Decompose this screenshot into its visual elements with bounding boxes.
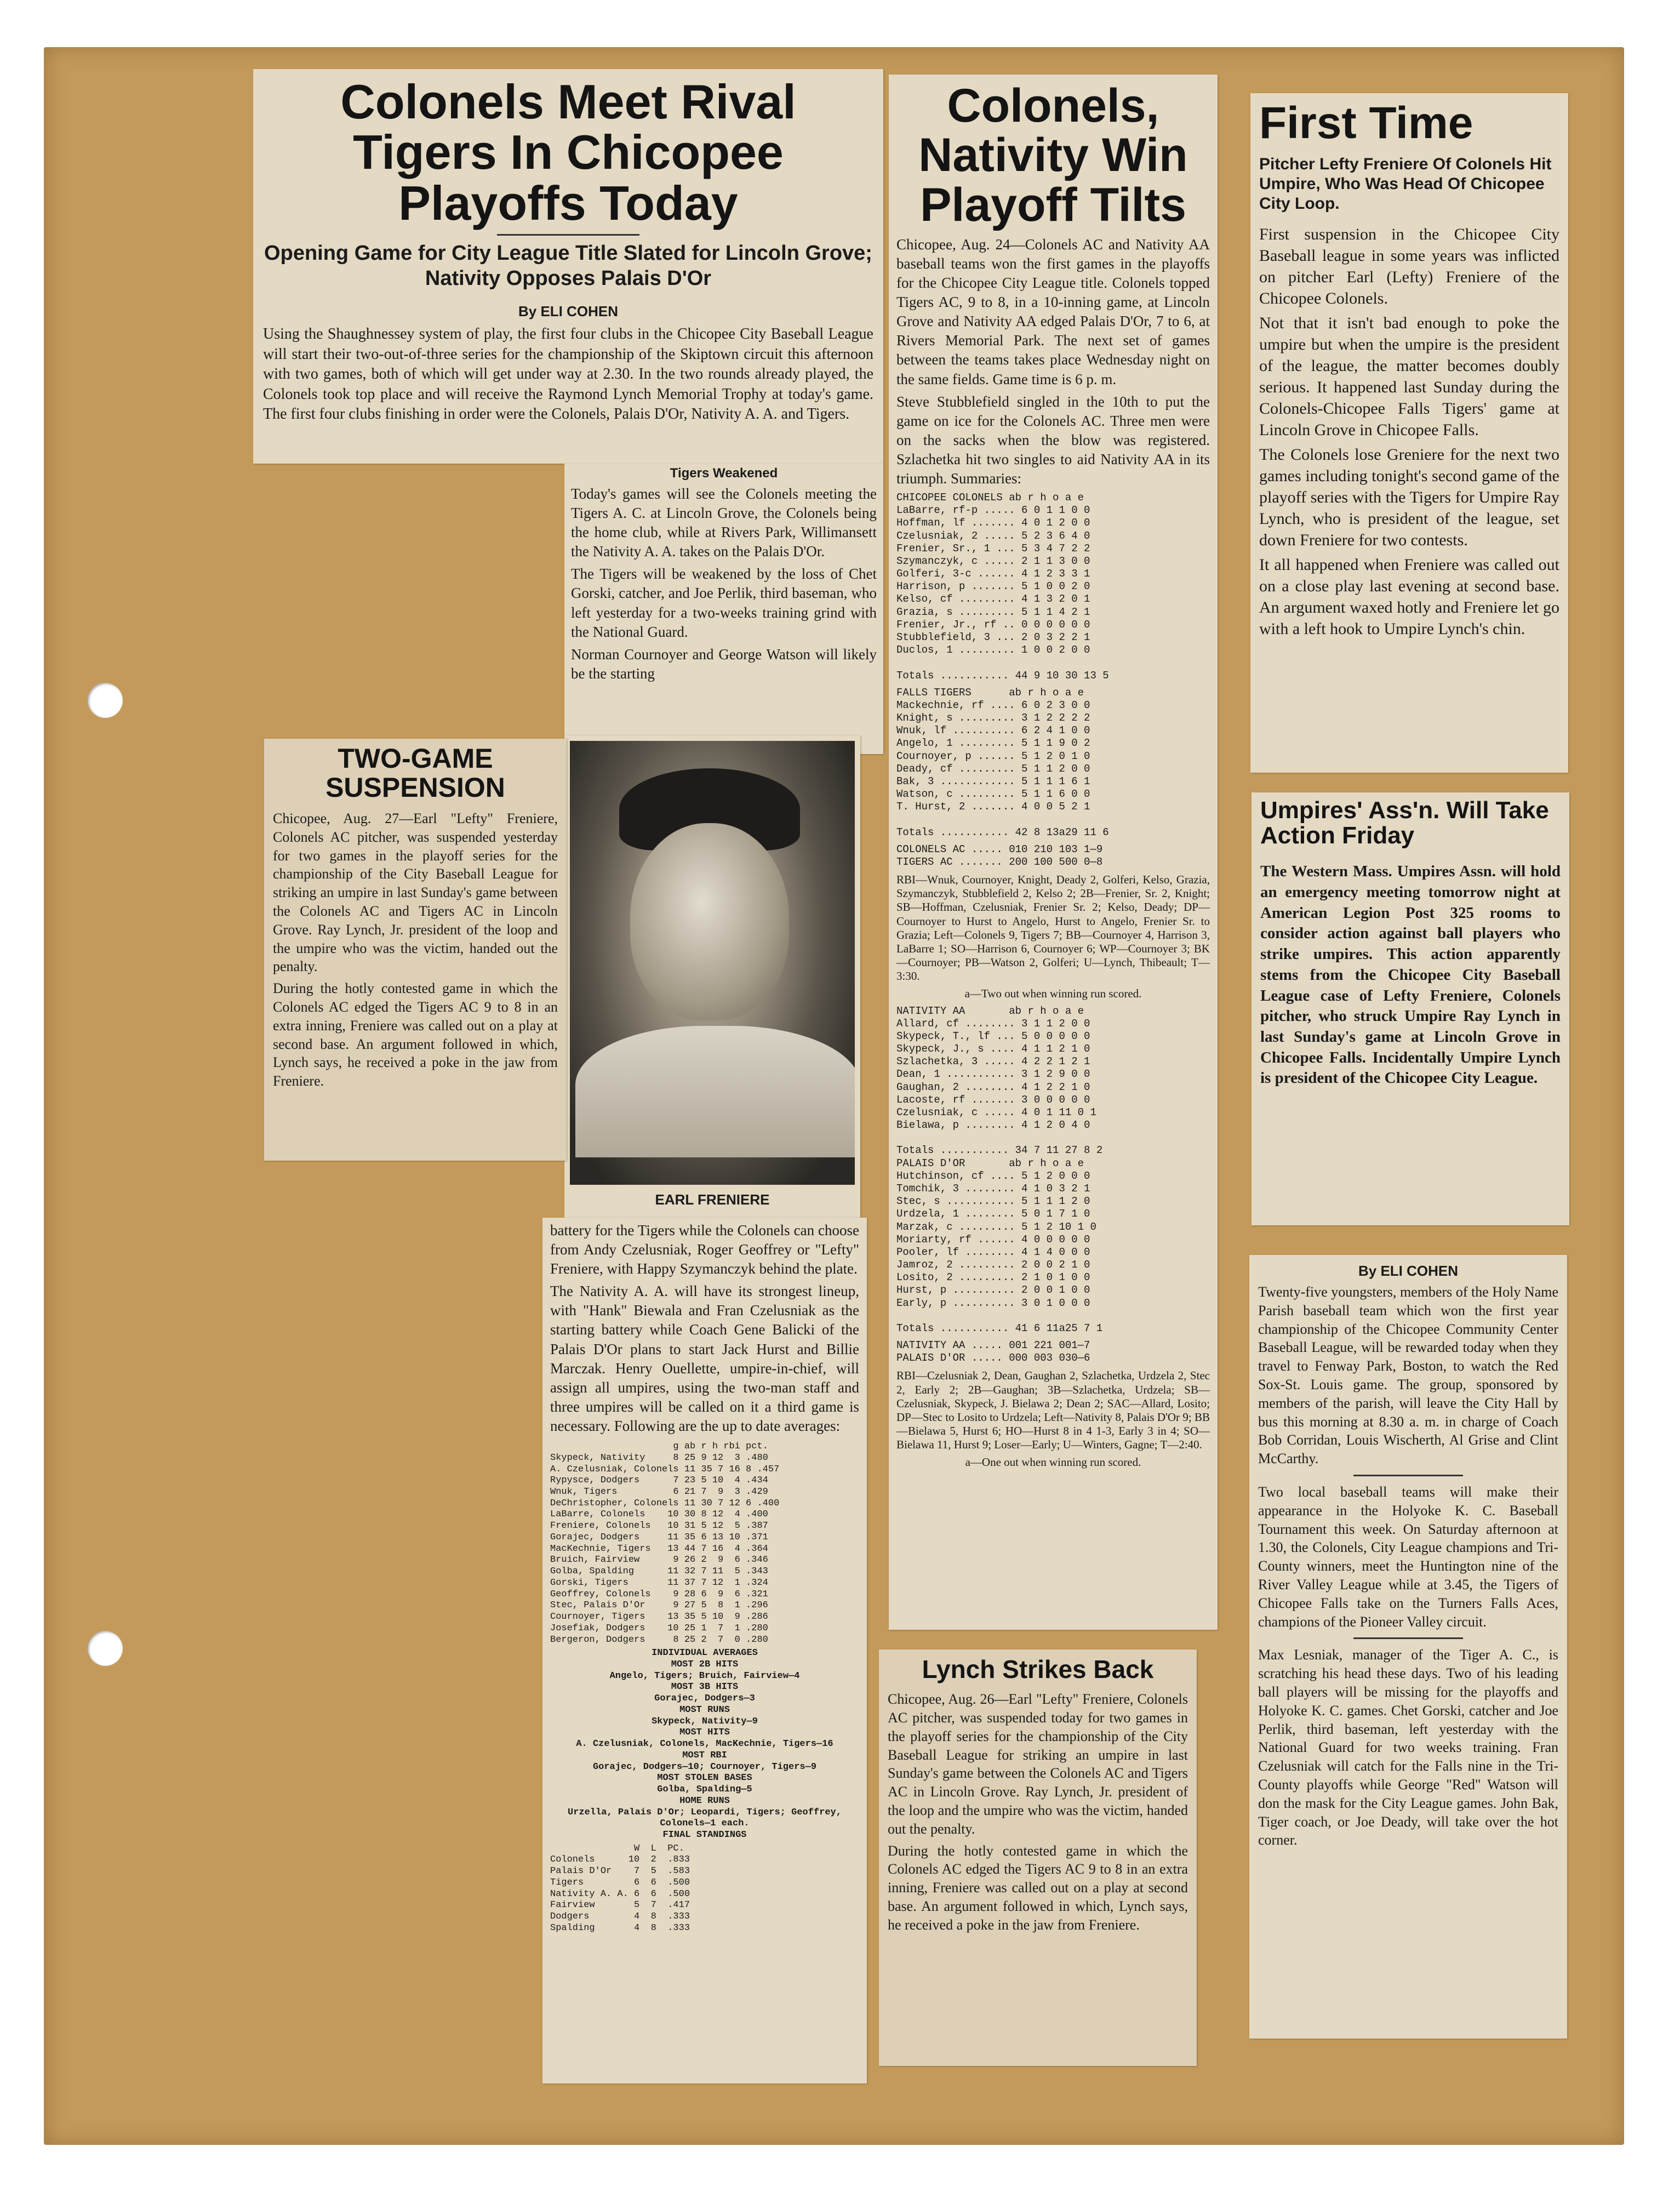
league-leaders: INDIVIDUAL AVERAGES MOST 2B HITS Angelo, Tigers; Bruich, Fairview—4 MOST 3B HITS Gorajec, Dodgers—3 MOST RUNS Skypeck, Nativity—9 MOST HITS A. Czelusniak, Colonels, MacKechnie, Tigers—16 MOST RBI Gorajec, Dodgers—10; Cournoyer, Tigers—9 MOST STOLEN BASES Golba, Spalding—5 HOME RUNS Urzella, Palais D'Or; Leopardi, Tigers; Geoffrey, Colonels—1 each. FINAL STANDINGS <box>568 1648 842 1840</box>
clipping-two-game-suspension <box>264 739 567 1161</box>
face-shape <box>630 823 789 1020</box>
clipping-eli-cohen-column <box>1249 1255 1567 2039</box>
article-paragraph: Two local baseball teams will make their appearance in the Holyoke K. C. Baseball Tournament this week. On Saturday afternoon at 1.30, the Colonels, City League champions and Tri-County winners, meet the Huntington nine of the River Valley League while at 3.45, the Tigers of Chicopee Falls take on the Turners Falls Aces, champions of the Pioneer Valley circuit. <box>1258 1483 1558 1630</box>
line-score-colonels-tigers: COLONELS AC ..... 010 210 103 1—9 TIGERS AC ....... 200 100 500 0—8 <box>896 843 1103 868</box>
subhead: Opening Game for City League Title Slated for Lincoln Grove; Nativity Opposes Palais D'Or <box>264 242 872 290</box>
game-note: a—Two out when winning run scored. <box>964 986 1142 1000</box>
shoulders-shape <box>575 1026 855 1157</box>
article-paragraph: During the hotly contested game in which the Colonels AC edged the Tigers AC 9 to 8 in an extra inning, Freniere was called out on a play at second base. An argument followed in which, Lynch says, he received a poke in the jaw from Freniere. <box>273 980 558 1089</box>
article-paragraph: Using the Shaughnessey system of play, the first four clubs in the Chicopee City Baseball League will start their two-out-of-three series for the championship of the Skiptown circuit this afternoon with two games, both of which will get under way at 2.30. In the two rounds already played, the Colonels took top place and will receive the Raymond Lynch Memorial Trophy at today's game. The first four clubs finishing in order were the Colonels, Palais D'Or, Nativity A. A. and Tigers. <box>263 326 873 423</box>
article-paragraph: The Western Mass. Umpires Assn. will hold an emergency meeting tomorrow night at American Legion Post 325 rooms to consider action against ball players who strike umpires. This action apparently stems from the Chicopee City Baseball League case of Lefty Freniere, Colonels pitcher, who struck Umpire Ray Lynch in last Sunday's game at Lincoln Grove in Chicopee Falls. Incidentally Umpire Lynch is president of the Chicopee City League. <box>1260 863 1561 1087</box>
headline: TWO-GAME SUSPENSION <box>325 743 505 803</box>
article-paragraph: It all happened when Freniere was called out on a close play last evening at second base. An argument waxed hotly and Freniere let go with a left hook to Umpire Lynch's chin. <box>1259 556 1559 638</box>
article-paragraph: Chicopee, Aug. 26—Earl "Lefty" Freniere, Colonels AC pitcher, was suspended today for two games in the playoff series for the championship of the City Baseball League for striking an umpire in last Sunday's game between the Colonels AC and Tigers AC in Lincoln Grove. Ray Lynch, Jr. president of the loop and the umpire who was the victim, handed out the penalty. <box>888 1691 1188 1837</box>
article-paragraph: Chicopee, Aug. 27—Earl "Lefty" Freniere, Colonels AC pitcher, was suspended yesterday for two games in the playoff series for the championship of the City Baseball League for striking an umpire in last Sunday's game between the Colonels AC and Tigers AC in Lincoln Grove. Ray Lynch, Jr. president of the loop and the umpire who was the victim, handed out the penalty. <box>273 810 558 975</box>
final-standings-table: W L PC. Colonels 10 2 .833 Palais D'Or 7 5 .583 Tigers 6 6 .500 Nativity A. A. 6 6 .500 Fairview 5 7 .417 Dodgers 4 8 .333 Spalding 4 8 .333 <box>550 1843 690 1933</box>
photo-caption: EARL FRENIERE <box>655 1191 770 1208</box>
headline: First Time <box>1259 98 1473 148</box>
article-paragraph: First suspension in the Chicopee City Baseball league in some years was inflicted on pitcher Earl (Lefty) Freniere of the Chicopee Colonels. <box>1259 225 1559 308</box>
game-summary: RBI—Czelusniak 2, Dean, Gaughan 2, Szlachetka, Urdzela 2, Stec 2, Early 2; 2B—Gaughan; 3B—Szlachetka, Urdzela; SB—Czelusniak, Skypeck, J. Bielawa 2; Dean 2; SAC—Allard, Losito; DP—Stec to Losito to Urdzela; Left—Nativity 8, Palais D'Or 9; BB—Bielawa 5, Hurst 6; HO—Hurst 8 in 4 1-3, Early 3 in 4; SO—Bielawa 11, Hurst 9; Loser—Early; U—Winters, Gagne; T—2:40. <box>896 1369 1210 1452</box>
game-summary: RBI—Wnuk, Cournoyer, Knight, Deady 2, Golferi, Kelso, Grazia, Szymanczyk, Stubblefield 2, Kelso 2; 2B—Frenier, Sr. 2, Knight; SB—Hoffman, Czelusniak, Frenier Sr. 2; Kelso, Deady; DP—Cournoyer to Hurst to Angelo, Hurst to Angelo, Frenier Sr. to Grazia; Left—Colonels 9, Tigers 7; BB—Cournoyer 4, Harrison 3, LaBarre 1; SO—Harrison 6, Cournoyer 6; WP—Cournoyer 3; BK—Cournoyer; PB—Watson 2, Golferi; U—Lynch, Thibeault; T—3:30. <box>896 873 1210 983</box>
headline: Colonels Meet Rival Tigers In Chicopee Playoffs Today <box>340 75 796 230</box>
article-paragraph: Twenty-five youngsters, members of the Holy Name Parish baseball team which won the first year championship of the Chicopee Community Center Baseball League, will be rewarded today when they travel to Fenway Park, Boston, to watch the Red Sox-St. Louis game. The group, sponsored by members of the parish, will leave the City Hall by bus this morning at 8.30 a. m. in charge of Coach Bob Corridan, Louis Wischerth, Al Grise and Clint McCarthy. <box>1258 1284 1558 1467</box>
article-paragraph: The Colonels lose Greniere for the next two games including tonight's second game of the playoff series with the Tigers for Umpire Ray Lynch, who is president of the league, set down Freniere for two contests. <box>1259 446 1559 550</box>
article-paragraph: The Nativity A. A. will have its strongest lineup, with "Hank" Biewala and Fran Czelusniak as the starting battery while Coach Gene Balicki of the Palais D'Or plans to start Jack Hurst and Billie Marczak. Henry Ouellette, umpire-in-chief, will assign all umpires, using the two-man staff and three umpires will be called on it a third game is necessary. Following are the up to date averages: <box>550 1283 859 1434</box>
box-score-tigers: FALLS TIGERS ab r h o a e Mackechnie, rf .... 6 0 2 3 0 0 Knight, s ......... 3 1 2 2 2 2 Wnuk, lf .......... 6 2 4 1 0 0 Angelo, 1 ......... 5 1 1 9 0 2 Cournoyer, p ...... 5 1 2 0 1 0 Deady, cf ......... 5 1 1 2 0 0 Bak, 3 ............ 5 1 1 1 6 1 Watson, c ......... 5 1 1 6 0 0 T. Hurst, 2 ....... 4 0 0 5 2 1 Totals ........... 42 8 13a29 11 6 <box>896 686 1109 838</box>
article-paragraph: During the hotly contested game in which the Colonels AC edged the Tigers AC 9 to 8 in an extra inning, Freniere was called out on a play at second base. An argument followed in which, Lynch says, he received a poke in the jaw from Freniere. <box>888 1842 1188 1933</box>
article-paragraph: The Tigers will be weakened by the loss of Chet Gorski, catcher, and Joe Perlik, third baseman, who left yesterday for a two-weeks training grind with the National Guard. <box>571 566 877 640</box>
byline: By ELI COHEN <box>1358 1263 1459 1279</box>
article-paragraph: Chicopee, Aug. 24—Colonels AC and Nativity AA baseball teams won the first games in the playoffs for the Chicopee City League title. Colonels topped Tigers AC, 9 to 8, in a 10-inning game, at Lincoln Grove and Nativity AA edged Palais D'Or, 7 to 6, at Rivers Memorial Park. The next set of games between the teams takes place Wednesday night on the same fields. Game time is 6 p. m. <box>896 236 1210 387</box>
article-paragraph: Norman Cournoyer and George Watson will likely be the starting <box>571 646 877 682</box>
clipping-first-time <box>1250 93 1568 773</box>
article-paragraph: Not that it isn't bad enough to poke the umpire but when the umpire is the president of the league, the matter becomes doubly serious. It happened last Sunday during the Colonels-Chicopee Falls Tigers' game at Lincoln Grove in Chicopee Falls. <box>1259 314 1559 439</box>
portrait-photo <box>570 741 855 1185</box>
article-paragraph: Max Lesniak, manager of the Tiger A. C., is scratching his head these days. Two of his leading ball players will be missing for the playoffs and Holyoke K. C. games. Chet Gorski, catcher and Joe Perlik, third baseman, left yesterday with the National Guard for two weeks training. Fran Czelusniak will catch for the Falls nine in the Tri-County playoffs while George "Red" Watson will don the mask for the City League games. John Bak, Tiger coach, or Joe Deady, will take over the hot corner. <box>1258 1647 1558 1848</box>
section-heading: Tigers Weakened <box>670 466 778 481</box>
clipping-colonels-meet-tigers-averages <box>542 1218 867 2083</box>
article-paragraph: Steve Stubblefield singled in the 10th to put the game on ice for the Colonels AC. Three men were on the sacks when the blow was registered. Szlachetka hit two singles to aid Nativity AA in its triumph. Summaries: <box>896 393 1210 487</box>
headline: Umpires' Ass'n. Will Take Action Friday <box>1260 797 1549 849</box>
clipping-umpires-association <box>1252 792 1569 1225</box>
box-score-nativity: NATIVITY AA ab r h o a e Allard, cf ........ 3 1 1 2 0 0 Skypeck, T., lf ... 5 0 0 0 0 0 Skypeck, J., s .... 4 1 1 2 1 0 Szlachetka, 3 ..... 4 2 2 1 2 1 Dean, 1 ........... 3 1 2 9 0 0 Gaughan, 2 ........ 4 1 2 2 1 0 Lacoste, rf ....... 3 0 0 0 0 0 Czelusniak, c ..... 4 0 1 11 0 1 Bielawa, p ........ 4 1 2 0 4 0 Totals ........... 34 7 11 27 8 2 <box>896 1004 1103 1157</box>
binder-hole-top <box>88 683 123 718</box>
line-score-nativity-palais: NATIVITY AA ..... 001 221 001—7 PALAIS D'OR ..... 000 003 030—6 <box>896 1339 1090 1365</box>
batting-averages-table: g ab r h rbi pct. Skypeck, Nativity 8 25 9 12 3 .480 A. Czelusniak, Colonels 11 35 7 16 8 .457 Rypysce, Dodgers 7 23 5 10 4 .434 Wnuk, Tigers 6 21 7 9 3 .429 DeChristopher, Colonels 11 30 7 12 6 .400 LaBarre, Colonels 10 30 8 12 4 .400 Freniere, Colonels 10 31 5 12 5 .387 Gorajec, Dodgers 11 35 6 13 10 .371 MacKechnie, Tigers 13 44 7 16 4 .364 Bruich, Fairview 9 26 2 9 6 .346 Golba, Spalding 11 32 7 11 5 .343 Gorski, Tigers 11 37 7 12 1 .324 Geoffrey, Colonels 9 28 6 9 6 .321 Stec, Palais D'Or 9 27 5 8 1 .296 Cournoyer, Tigers 13 35 5 10 9 .286 Josefiak, Dodgers 10 25 1 7 1 .280 Bergeron, Dodgers 8 25 2 7 0 .280 <box>550 1441 780 1645</box>
subhead: Pitcher Lefty Freniere Of Colonels Hit Umpire, Who Was Head Of Chicopee City Loop. <box>1259 155 1552 213</box>
headline: Colonels, Nativity Win Playoff Tilts <box>918 79 1188 231</box>
clipping-colonels-meet-tigers-continued <box>564 464 883 754</box>
photo-clipping <box>564 735 860 1218</box>
game-note: a—One out when winning run scored. <box>965 1455 1141 1469</box>
clipping-lynch-strikes-back <box>879 1649 1197 2066</box>
article-paragraph: Today's games will see the Colonels meeting the Tigers A. C. at Lincoln Grove, the Colonels being the home club, while at Rivers Park, Willimansett the Nativity A. A. takes on the Palais D'Or. <box>571 486 877 560</box>
clipping-colonels-nativity-playoff <box>889 75 1218 1630</box>
clipping-colonels-meet-tigers <box>253 69 883 464</box>
byline: By ELI COHEN <box>518 303 619 320</box>
binder-hole-bottom <box>88 1631 123 1666</box>
box-score-colonels: CHICOPEE COLONELS ab r h o a e LaBarre, rf-p ..... 6 0 1 1 0 0 Hoffman, lf ....... 4 0 1 2 0 0 Czelusniak, 2 ..... 5 2 3 6 4 0 Frenier, Sr., 1 ... 5 3 4 7 2 2 Szymanczyk, c ..... 2 1 1 3 0 0 Golferi, 3-c ...... 4 1 2 3 3 1 Harrison, p ....... 5 1 0 0 2 0 Kelso, cf ......... 4 1 3 2 0 1 Grazia, s ......... 5 1 1 4 2 1 Frenier, Jr., rf .. 0 0 0 0 0 0 Stubblefield, 3 ... 2 0 3 2 2 1 Duclos, 1 ......... 1 0 0 2 0 0 Totals ........... 44 9 10 30 13 5 <box>896 492 1109 682</box>
headline: Lynch Strikes Back <box>922 1655 1154 1683</box>
box-score-palais-dor: PALAIS D'OR ab r h o a e Hutchinson, cf .... 5 1 2 0 0 0 Tomchik, 3 ........ 4 1 0 3 2 1 Stec, s ........... 5 1 1 1 2 0 Urdzela, 1 ........ 5 0 1 7 1 0 Marzak, c ......... 5 1 2 10 1 0 Moriarty, rf ...... 4 0 0 0 0 0 Pooler, lf ........ 4 1 4 0 0 0 Jamroz, 2 ......... 2 0 0 2 1 0 Losito, 2 ......... 2 1 0 1 0 0 Hurst, p .......... 2 0 0 1 0 0 Early, p .......... 3 0 1 0 0 0 Totals ........... 41 6 11a25 7 1 <box>896 1157 1103 1334</box>
article-paragraph: battery for the Tigers while the Colonels can choose from Andy Czelusniak, Roger Geoffrey or "Lefty" Freniere, with Happy Szymanczyk behind the plate. <box>550 1222 859 1277</box>
